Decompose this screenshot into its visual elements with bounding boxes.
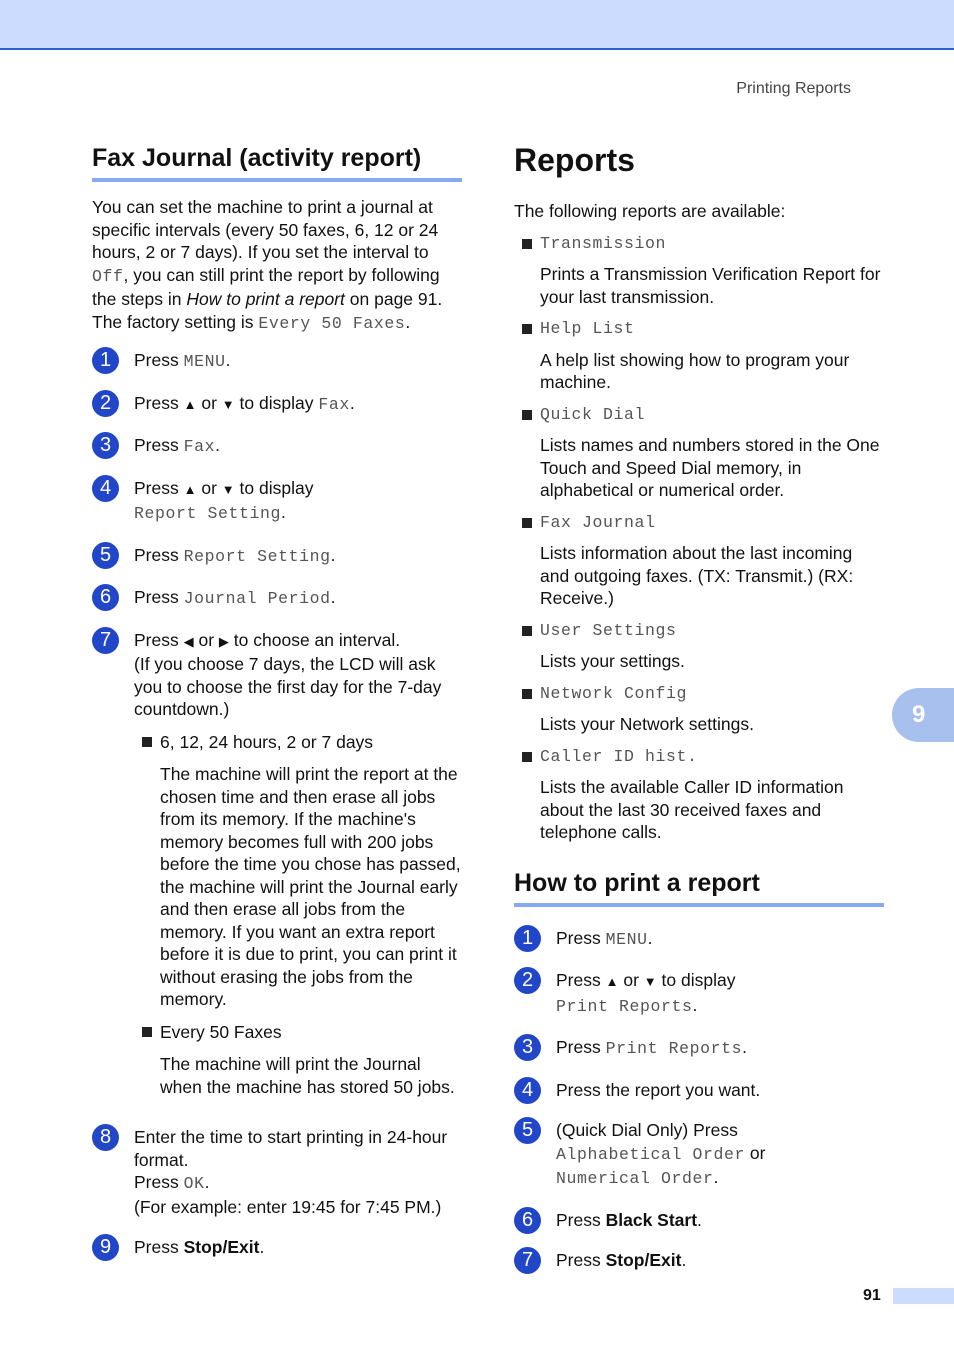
step-number-badge: 7 (92, 627, 119, 654)
step-number-badge: 4 (92, 475, 119, 502)
step-6: 6 Press Journal Period. (92, 586, 462, 611)
print-step-2: 2 Press ▲ or ▼ to display Print Reports. (514, 969, 884, 1018)
reports-intro: The following reports are available: (514, 201, 786, 221)
step-1: 1 Press MENU. (92, 349, 462, 374)
running-header: Printing Reports (736, 80, 851, 97)
step-number-badge: 3 (92, 432, 119, 459)
step-number-badge: 9 (92, 1234, 119, 1261)
interval-option: 6, 12, 24 hours, 2 or 7 days (134, 731, 462, 754)
report-item-desc: Lists your settings. (540, 651, 685, 671)
report-item-desc: Prints a Transmission Verification Report for your last transmission. (540, 264, 881, 307)
arrow-up-icon: ▲ (183, 481, 197, 497)
arrow-down-icon: ▼ (221, 396, 235, 412)
report-item: Transmission (514, 233, 884, 256)
step-number-badge: 6 (92, 584, 119, 611)
step-number-badge: 2 (514, 967, 541, 994)
arrow-up-icon: ▲ (183, 396, 197, 412)
arrow-left-icon: ◀ (183, 633, 194, 649)
report-item: Quick Dial (514, 404, 884, 427)
arrow-down-icon: ▼ (643, 974, 657, 989)
step-number-badge: 2 (92, 390, 119, 417)
interval-option: Every 50 Faxes (134, 1021, 462, 1044)
reports-section (514, 140, 884, 1290)
top-banner (0, 0, 954, 50)
step-number-badge: 1 (92, 347, 119, 374)
step-7: 7 Press ◀ or ▶ to choose an interval. (If you choose 7 days, the LCD will ask you to choose the first day for the 7-day countdown.) 6, 12, 24 hours, 2 or 7 days The machine will print the report at the chosen time and then erase all jobs from its memory. If the machine's memory becomes full with 200 jobs before the time you chose has passed, the machine will print the Journal early and then erase all jobs from the memory. If you want an extra report before it is due to print, you can print it without erasing the jobs from the memory. Every 50 Faxes The machine will print the Journal when the machine has stored 50 jobs. (92, 629, 462, 1099)
report-item: Caller ID hist. (514, 746, 884, 769)
report-item: Help List (514, 318, 884, 341)
print-step-6: 6 Press Black Start. (514, 1209, 884, 1232)
step-number-badge: 6 (514, 1207, 541, 1234)
page-number: 91 (863, 1287, 881, 1304)
step-2: 2 Press ▲ or ▼ to display Fax. (92, 392, 462, 417)
step-number-badge: 1 (514, 925, 541, 952)
print-step-1: 1 Press MENU. (514, 927, 884, 952)
report-item-desc: Lists information about the last incoming and outgoing faxes. (TX: Transmit.) (RX: Receive.) (540, 543, 854, 608)
report-item-desc: A help list showing how to program your machine. (540, 349, 850, 392)
step-3: 3 Press Fax. (92, 434, 462, 459)
fax-journal-section (92, 143, 462, 1277)
report-item: Network Config (514, 683, 884, 706)
cross-reference-link[interactable]: How to print a report (186, 289, 345, 309)
print-step-7: 7 Press Stop/Exit. (514, 1249, 884, 1272)
reports-heading: Reports (514, 142, 635, 178)
step-number-badge: 5 (514, 1117, 541, 1144)
how-to-print-heading: How to print a report (514, 868, 884, 907)
step-number-badge: 5 (92, 542, 119, 569)
step-8: 8 Enter the time to start printing in 24-hour format. Press OK. (For example: enter 19:45 for 7:45 PM.) (92, 1126, 462, 1218)
fax-journal-steps (92, 349, 462, 1259)
step-number-badge: 7 (514, 1247, 541, 1274)
page-number-bar (893, 1288, 954, 1304)
arrow-up-icon: ▲ (605, 974, 619, 989)
interval-option-desc: The machine will print the report at the chosen time and then erase all jobs from its memory. If the machine's memory becomes full with 200 jobs before the time you chose has passed, the machine will print the Journal early and then erase all jobs from the memory. If you want an extra report before it is due to print, you can print it without erasing the jobs from the memory. (160, 764, 461, 1009)
interval-option-desc: The machine will print the Journal when the machine has stored 50 jobs. (160, 1054, 455, 1097)
report-item-desc: Lists your Network settings. (540, 714, 754, 734)
print-step-5: 5 (Quick Dial Only) Press Alphabetical Order or Numerical Order. (514, 1119, 884, 1191)
report-item: User Settings (514, 620, 884, 643)
step-9: 9 Press Stop/Exit. (92, 1236, 462, 1259)
print-step-3: 3 Press Print Reports. (514, 1036, 884, 1061)
step-number-badge: 4 (514, 1077, 541, 1104)
step-number-badge: 3 (514, 1034, 541, 1061)
fax-journal-heading: Fax Journal (activity report) (92, 143, 462, 182)
report-item-desc: Lists the available Caller ID information about the last 30 received faxes and telephone calls. (540, 777, 844, 842)
step-5: 5 Press Report Setting. (92, 544, 462, 569)
report-item: Fax Journal (514, 512, 884, 535)
print-step-4: 4 Press the report you want. (514, 1079, 884, 1102)
chapter-tab: 9 (892, 688, 954, 742)
arrow-right-icon: ▶ (218, 633, 229, 649)
step-number-badge: 8 (92, 1124, 119, 1151)
arrow-down-icon: ▼ (221, 481, 235, 497)
how-to-print-steps (514, 927, 884, 1272)
step-4: 4 Press ▲ or ▼ to display Report Setting. (92, 477, 462, 526)
report-item-desc: Lists names and numbers stored in the One Touch and Speed Dial memory, in alphabetical or numerical order. (540, 435, 880, 500)
fax-journal-intro: You can set the machine to print a journal at specific intervals (every 50 faxes, 6, 12 or 24 hours, 2 or 7 days). If you set the interval to Off, you can still print the report by following the steps in How to print a report on page 91. The factory setting is Every 50 Faxes. (92, 197, 443, 333)
